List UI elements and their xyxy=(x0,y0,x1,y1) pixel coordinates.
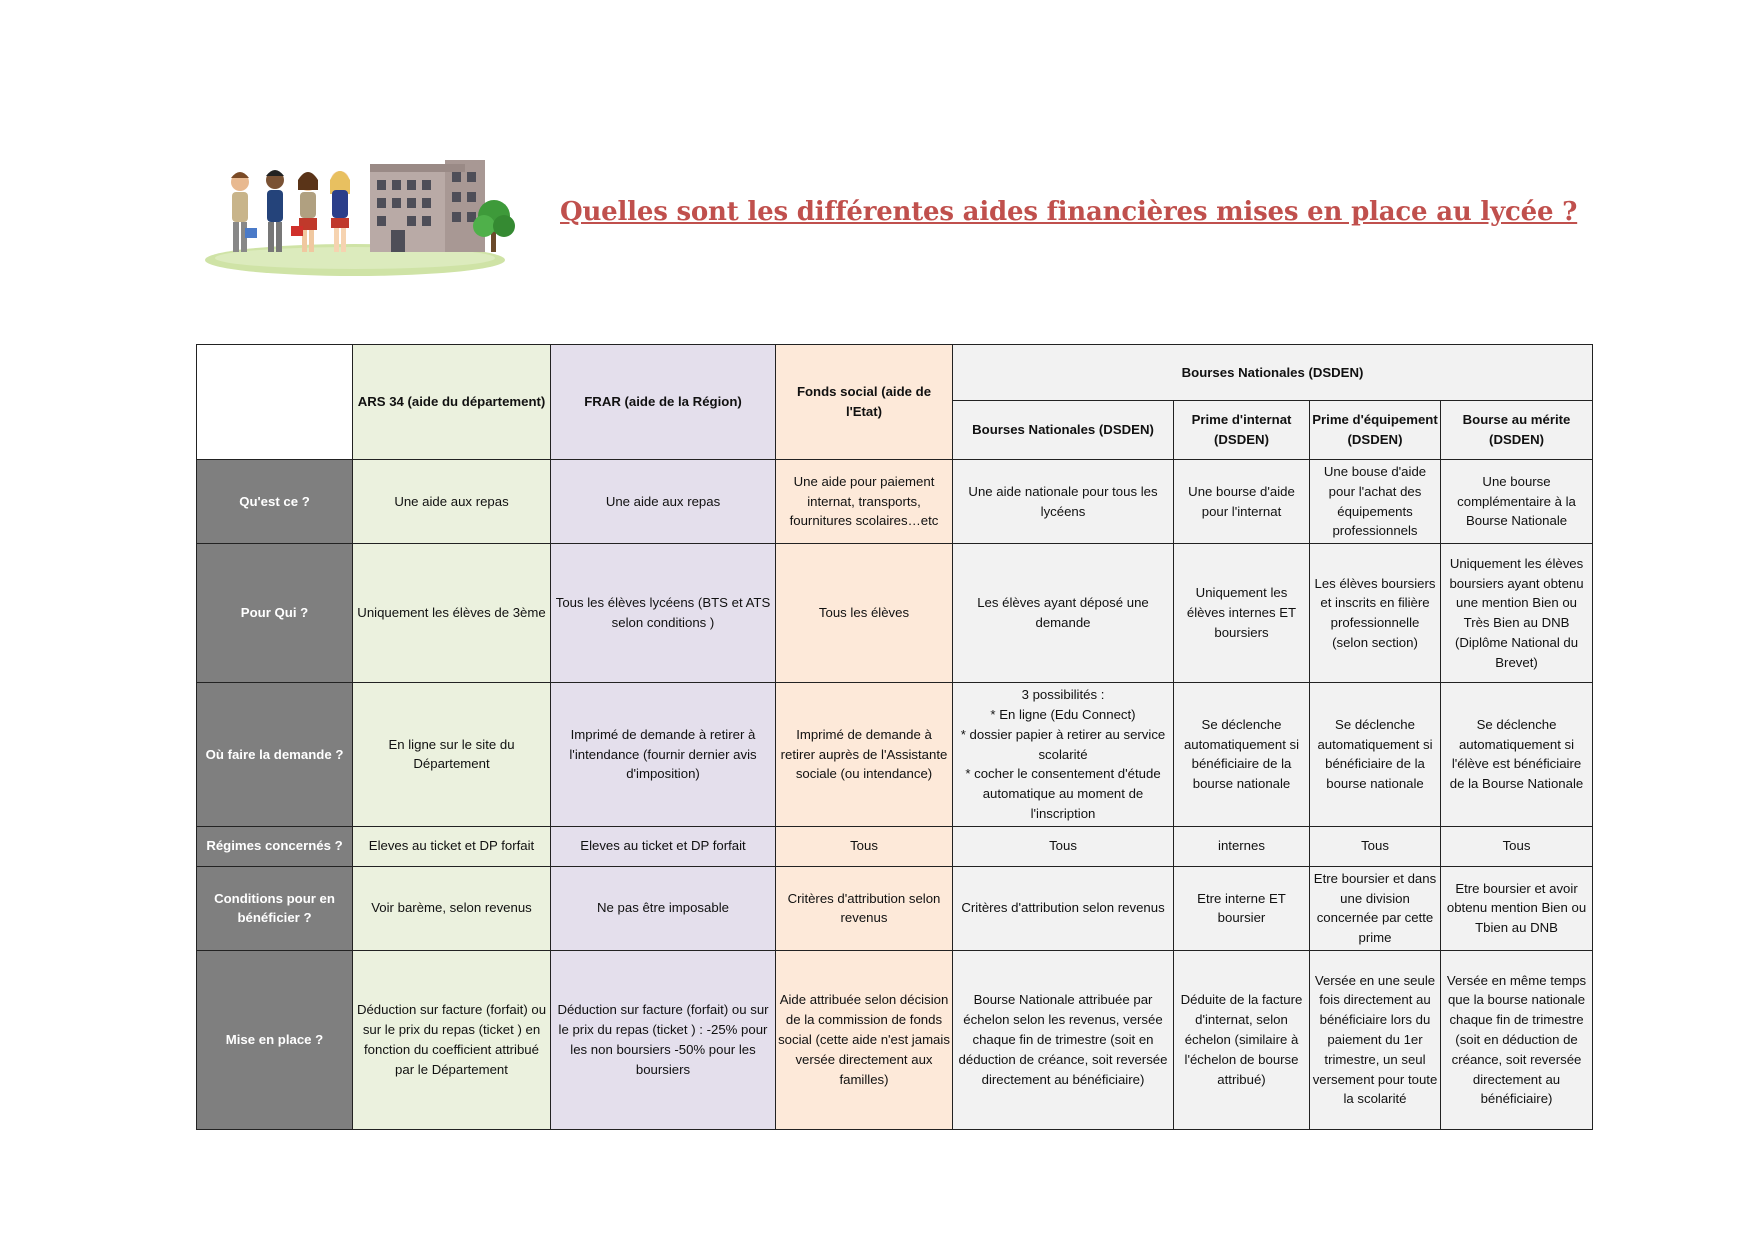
row-header: Régimes concernés ? xyxy=(197,826,353,866)
table-cell: internes xyxy=(1174,826,1310,866)
table-cell xyxy=(953,683,1174,827)
table-cell: Une bourse d'aide pour l'internat xyxy=(1174,460,1310,544)
table-cell: Les élèves boursiers et inscrits en filière professionnelle (selon section) xyxy=(1310,544,1441,683)
table-cell: Imprimé de demande à retirer à l'intendance (fournir dernier avis d'imposition) xyxy=(551,683,776,827)
col-header-fonds-social: Fonds social (aide de l'Etat) xyxy=(776,345,953,460)
table-row xyxy=(197,460,1593,544)
table-cell: Une aide aux repas xyxy=(551,460,776,544)
table-cell: Bourse Nationale attribuée par échelon selon les revenus, versée chaque fin de trimestre (soit en déduction de créance, soit reversée directement au bénéficiaire) xyxy=(953,950,1174,1129)
page-title: Quelles sont les différentes aides financières mises en place au lycée ? xyxy=(560,197,1578,227)
table-cell: Critères d'attribution selon revenus xyxy=(953,866,1174,950)
table-header-row-1 xyxy=(197,345,1593,401)
bn-request-line: * En ligne (Edu Connect) xyxy=(990,706,1136,722)
table-cell: Eleves au ticket et DP forfait xyxy=(353,826,551,866)
table-cell: Uniquement les élèves de 3ème xyxy=(353,544,551,683)
col-header-bourse-merite: Bourse au mérite (DSDEN) xyxy=(1441,401,1593,460)
row-header: Mise en place ? xyxy=(197,950,353,1129)
table-row xyxy=(197,866,1593,950)
table-row xyxy=(197,950,1593,1129)
bn-request-line: 3 possibilités : xyxy=(1021,687,1105,703)
table-cell: En ligne sur le site du Département xyxy=(353,683,551,827)
table-cell: Voir barème, selon revenus xyxy=(353,866,551,950)
table-cell: Tous xyxy=(776,826,953,866)
table-cell: Une aide pour paiement internat, transports, fournitures scolaires…etc xyxy=(776,460,953,544)
table-cell: Les élèves ayant déposé une demande xyxy=(953,544,1174,683)
table-cell: Versée en même temps que la bourse nationale chaque fin de trimestre (soit en déduction de créance, soit reversée directement au bénéficiaire) xyxy=(1441,950,1593,1129)
bn-request-line: * dossier papier à retirer au service scolarité xyxy=(960,726,1166,762)
table-cell: Déduction sur facture (forfait) ou sur le prix du repas (ticket ) en fonction du coefficient attribué par le Département xyxy=(353,950,551,1129)
table-cell: Versée en une seule fois directement au bénéficiaire lors du paiement du 1er trimestre, un seul versement pour toute la scolarité xyxy=(1310,950,1441,1129)
table-cell: Une bourse complémentaire à la Bourse Nationale xyxy=(1441,460,1593,544)
table-cell: Une bouse d'aide pour l'achat des équipements professionnels xyxy=(1310,460,1441,544)
table-cell: Une aide nationale pour tous les lycéens xyxy=(953,460,1174,544)
table-cell: Etre interne ET boursier xyxy=(1174,866,1310,950)
row-header: Qu'est ce ? xyxy=(197,460,353,544)
col-header-bourses-nationales: Bourses Nationales (DSDEN) xyxy=(953,401,1174,460)
table-cell: Critères d'attribution selon revenus xyxy=(776,866,953,950)
table-cell: Déduite de la facture d'internat, selon échelon (similaire à l'échelon de bourse attribué) xyxy=(1174,950,1310,1129)
col-header-frar: FRAR (aide de la Région) xyxy=(551,345,776,460)
table-cell: Etre boursier et dans une division concernée par cette prime xyxy=(1310,866,1441,950)
table-cell: Se déclenche automatiquement si l'élève est bénéficiaire de la Bourse Nationale xyxy=(1441,683,1593,827)
table-row xyxy=(197,544,1593,683)
group-header-bourses-nationales: Bourses Nationales (DSDEN) xyxy=(953,345,1593,401)
financial-aid-table xyxy=(196,344,1593,1130)
table-cell: Ne pas être imposable xyxy=(551,866,776,950)
row-header: Conditions pour en bénéficier ? xyxy=(197,866,353,950)
table-cell: Eleves au ticket et DP forfait xyxy=(551,826,776,866)
table-cell: Aide attribuée selon décision de la commission de fonds social (cette aide n'est jamais versée directement aux familles) xyxy=(776,950,953,1129)
col-header-ars34: ARS 34 (aide du département) xyxy=(353,345,551,460)
row-header: Où faire la demande ? xyxy=(197,683,353,827)
table-cell: Déduction sur facture (forfait) ou sur le prix du repas (ticket ) : -25% pour les non boursiers -50% pour les boursiers xyxy=(551,950,776,1129)
table-row xyxy=(197,826,1593,866)
table-cell: Tous les élèves xyxy=(776,544,953,683)
bn-request-line: * cocher le consentement d'étude automatique au moment de l'inscription xyxy=(965,766,1161,821)
students-walking-to-school-illustration xyxy=(205,140,525,280)
col-header-prime-internat: Prime d'internat (DSDEN) xyxy=(1174,401,1310,460)
table-cell: Tous xyxy=(1441,826,1593,866)
table-cell: Uniquement les élèves boursiers ayant obtenu une mention Bien ou Très Bien au DNB (Diplôme National du Brevet) xyxy=(1441,544,1593,683)
table-cell: Se déclenche automatiquement si bénéficiaire de la bourse nationale xyxy=(1310,683,1441,827)
corner-cell xyxy=(197,345,353,460)
row-header: Pour Qui ? xyxy=(197,544,353,683)
table-cell: Etre boursier et avoir obtenu mention Bien ou Tbien au DNB xyxy=(1441,866,1593,950)
table-cell: Se déclenche automatiquement si bénéficiaire de la bourse nationale xyxy=(1174,683,1310,827)
table-row xyxy=(197,683,1593,827)
table-cell: Uniquement les élèves internes ET boursiers xyxy=(1174,544,1310,683)
table-cell: Tous xyxy=(1310,826,1441,866)
table-cell: Une aide aux repas xyxy=(353,460,551,544)
table-cell: Tous les élèves lycéens (BTS et ATS selon conditions ) xyxy=(551,544,776,683)
col-header-prime-equipement: Prime d'équipement (DSDEN) xyxy=(1310,401,1441,460)
table-cell: Tous xyxy=(953,826,1174,866)
table-cell: Imprimé de demande à retirer auprès de l'Assistante sociale (ou intendance) xyxy=(776,683,953,827)
